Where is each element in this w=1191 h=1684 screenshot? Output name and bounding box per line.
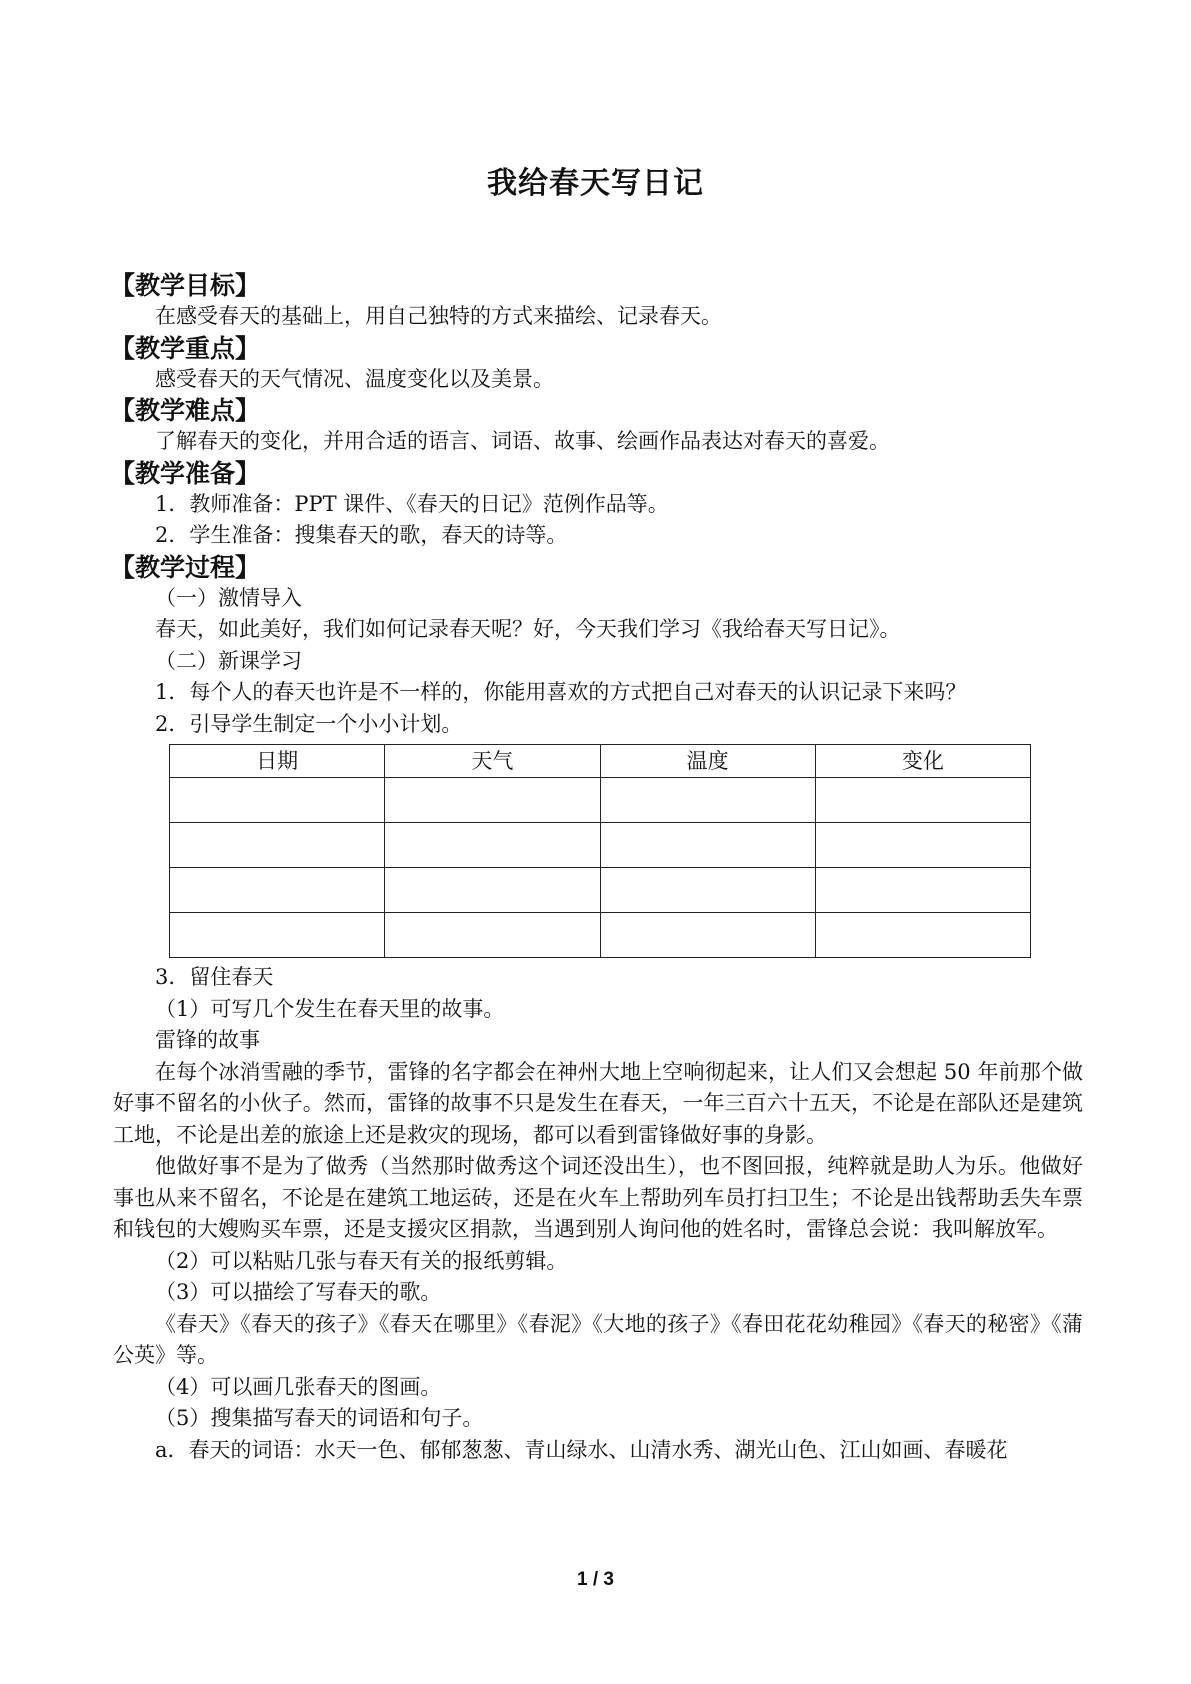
table-header-cell: 变化 [815,745,1030,778]
table-cell [600,913,815,958]
song-list: 《春天》《春天的孩子》《春天在哪里》《春泥》《大地的孩子》《春田花花幼稚园》《春天的秘密》《蒲公英》等。 [113,1311,1083,1367]
lesson-item-1: 1．每个人的春天也许是不一样的，你能用喜欢的方式把自己对春天的认识记录下来吗？ [155,680,967,704]
table-cell [170,778,385,823]
document-body [110,270,1083,1466]
table-cell [170,868,385,913]
story-title: 雷锋的故事 [155,1028,260,1052]
step-new-lesson: （二）新课学习 [155,648,302,673]
table-row [170,913,1031,958]
table-row [170,868,1031,913]
table-header-cell: 天气 [385,745,600,778]
table-cell [170,823,385,868]
step-intro: （一）激情导入 [155,585,302,610]
table-cell [600,868,815,913]
table-cell [815,778,1030,823]
page-number: 1 / 3 [577,1569,614,1590]
table-header-cell: 日期 [170,745,385,778]
sub-item-3: （3）可以描绘了写春天的歌。 [155,1280,442,1304]
hard-text: 了解春天的变化，并用合适的语言、词语、故事、绘画作品表达对春天的喜爱。 [155,429,890,453]
heading-process: 【教学过程】 [110,552,261,582]
prep-item-2: 2．学生准备：搜集春天的歌，春天的诗等。 [155,523,568,547]
sub-item-1: （1）可写几个发生在春天里的故事。 [155,996,505,1021]
heading-hard: 【教学难点】 [110,396,261,425]
spring-words: a．春天的词语：水天一色、郁郁葱葱、青山绿水、山清水秀、湖光山色、江山如画、春暖花 [155,1437,1008,1462]
plan-table [169,744,1031,958]
story-paragraph-2: 他做好事不是为了做秀（当然那时做秀这个词还没出生），也不图回报，纯粹就是助人为乐。他做好事也从来不留名，不论是在建筑工地运砖，还是在火车上帮助列车员打扫卫生；不论是出钱帮助丢失车票和钱包的大嫂购买车票，还是支援灾区捐款，当遇到别人询问他的姓名时，雷锋总会说：我叫解放军。 [113,1154,1083,1241]
table-cell [385,823,600,868]
heading-key: 【教学重点】 [110,333,261,363]
table-cell [815,868,1030,913]
table-cell [170,913,385,958]
sub-item-2: （2）可以粘贴几张与春天有关的报纸剪辑。 [155,1248,568,1273]
table-cell [385,778,600,823]
table-cell [600,823,815,868]
sub-item-5: （5）搜集描写春天的词语和句子。 [155,1406,484,1430]
key-text: 感受春天的天气情况、温度变化以及美景。 [155,366,554,391]
story-paragraph-1: 在每个冰消雪融的季节，雷锋的名字都会在神州大地上空响彻起来，让人们又会想起 50 年前那个做好事不留名的小伙子。然而，雷锋的故事不只是发生在春天，一年三百六十五天，不论是在部队还是建筑工地，不论是出差的旅途上还是救灾的现场，都可以看到雷锋做好事的身影。 [113,1059,1083,1147]
table-cell [815,823,1030,868]
step-intro-text: 春天，如此美好，我们如何记录春天呢？好，今天我们学习《我给春天写日记》。 [155,617,901,641]
lesson-item-3: 3．留住春天 [155,965,274,989]
prep-item-1: 1．教师准备：PPT 课件、《春天的日记》范例作品等。 [155,491,669,516]
table-header-row [170,745,1031,778]
heading-goal: 【教学目标】 [110,271,261,300]
table-header-cell: 温度 [600,745,815,778]
table-cell [385,868,600,913]
heading-prep: 【教学准备】 [110,458,261,488]
table-cell [600,778,815,823]
table-cell [815,913,1030,958]
table-row [170,778,1031,823]
table-row [170,823,1031,868]
page-title: 我给春天写日记 [487,166,704,201]
goal-text: 在感受春天的基础上，用自己独特的方式来描绘、记录春天。 [155,304,722,328]
lesson-item-2: 2．引导学生制定一个小小计划。 [155,711,463,736]
sub-item-4: （4）可以画几张春天的图画。 [155,1374,442,1399]
table-cell [385,913,600,958]
